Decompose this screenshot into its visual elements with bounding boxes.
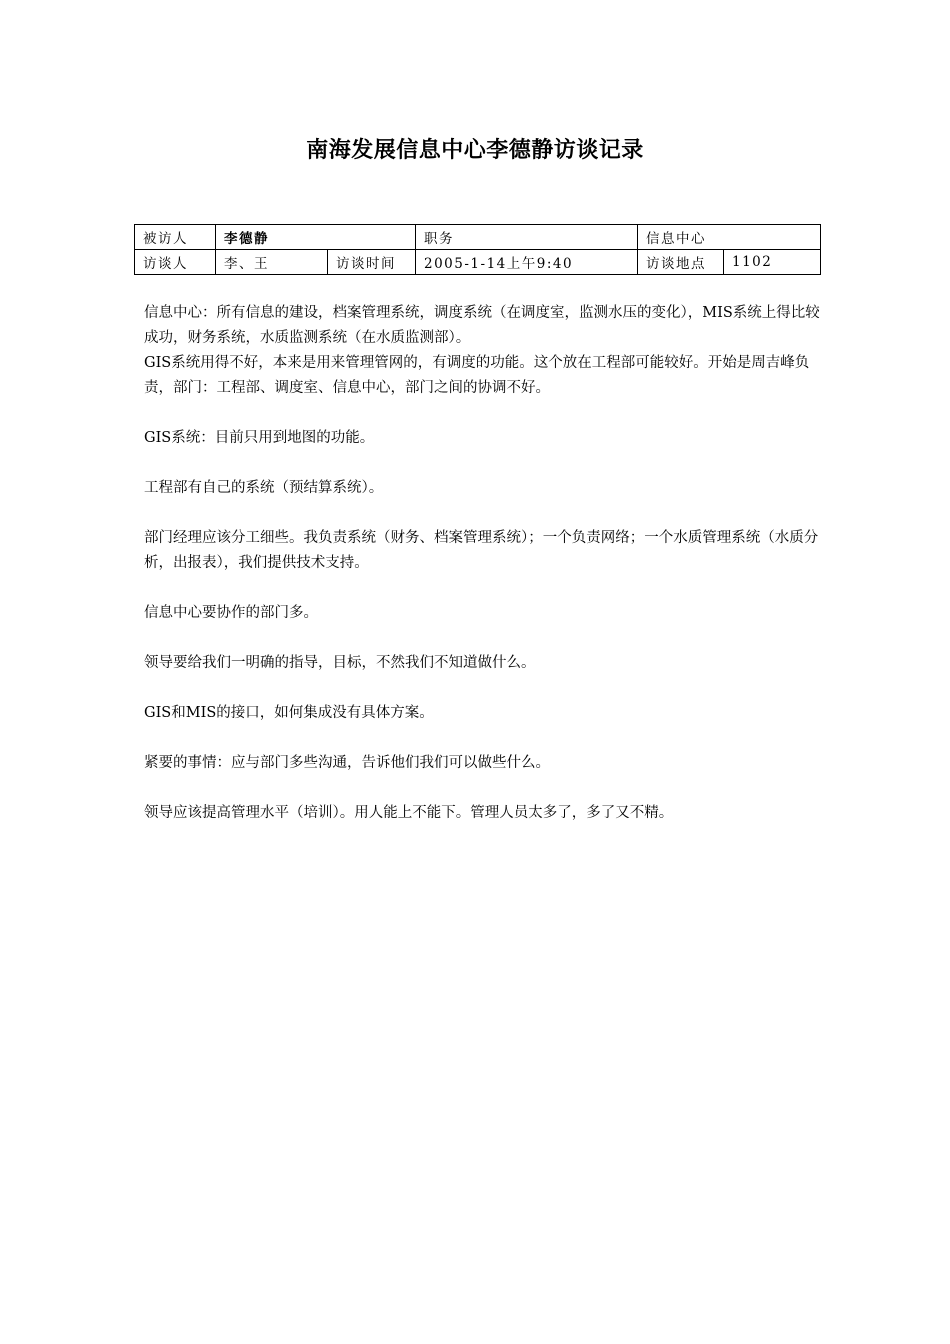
paragraph: 紧要的事情：应与部门多些沟通，告诉他们我们可以做些什么。	[144, 755, 550, 771]
interviewer-label: 访谈人	[135, 250, 216, 275]
paragraph: 工程部有自己的系统（预结算系统）。	[144, 480, 384, 496]
interviewee-label: 被访人	[135, 225, 216, 250]
paragraph: 信息中心要协作的部门多。	[144, 605, 318, 621]
interview-place-value: 1102	[724, 250, 821, 275]
paragraph: GIS和MIS的接口，如何集成没有具体方案。	[144, 705, 434, 721]
position-value: 信息中心	[638, 225, 821, 250]
position-label: 职务	[416, 225, 638, 250]
info-row-interviewer	[135, 250, 821, 275]
paragraph: 领导应该提高管理水平（培训）。用人能上不能下。管理人员太多了，多了又不精。	[144, 805, 674, 821]
interviewer-value: 李、王	[216, 250, 328, 275]
paragraph: GIS系统用得不好，本来是用来管理管网的，有调度的功能。这个放在工程部可能较好。开始是周吉峰负责，部门：工程部、调度室、信息中心，部门之间的协调不好。	[144, 355, 810, 396]
paragraph: GIS系统：目前只用到地图的功能。	[144, 430, 375, 446]
paragraph: 领导要给我们一明确的指导，目标，不然我们不知道做什么。	[144, 655, 536, 671]
info-row-interviewee	[135, 225, 821, 250]
interview-time-label: 访谈时间	[328, 250, 416, 275]
paragraph: 部门经理应该分工细些。我负责系统（财务、档案管理系统）；一个负责网络；一个水质管理系统（水质分析，出报表），我们提供技术支持。	[144, 530, 819, 571]
interview-info-table	[134, 224, 821, 275]
interview-notes	[144, 301, 824, 826]
interviewee-value: 李德静	[216, 225, 416, 250]
paragraph: 信息中心：所有信息的建设，档案管理系统，调度系统（在调度室，监测水压的变化），MIS系统上得比较成功，财务系统，水质监测系统（在水质监测部）。	[144, 305, 820, 346]
interview-place-label: 访谈地点	[638, 250, 724, 275]
interview-time-value: 2005-1-14上午9:40	[416, 250, 638, 275]
document-title: 南海发展信息中心李德静访谈记录	[306, 138, 644, 163]
